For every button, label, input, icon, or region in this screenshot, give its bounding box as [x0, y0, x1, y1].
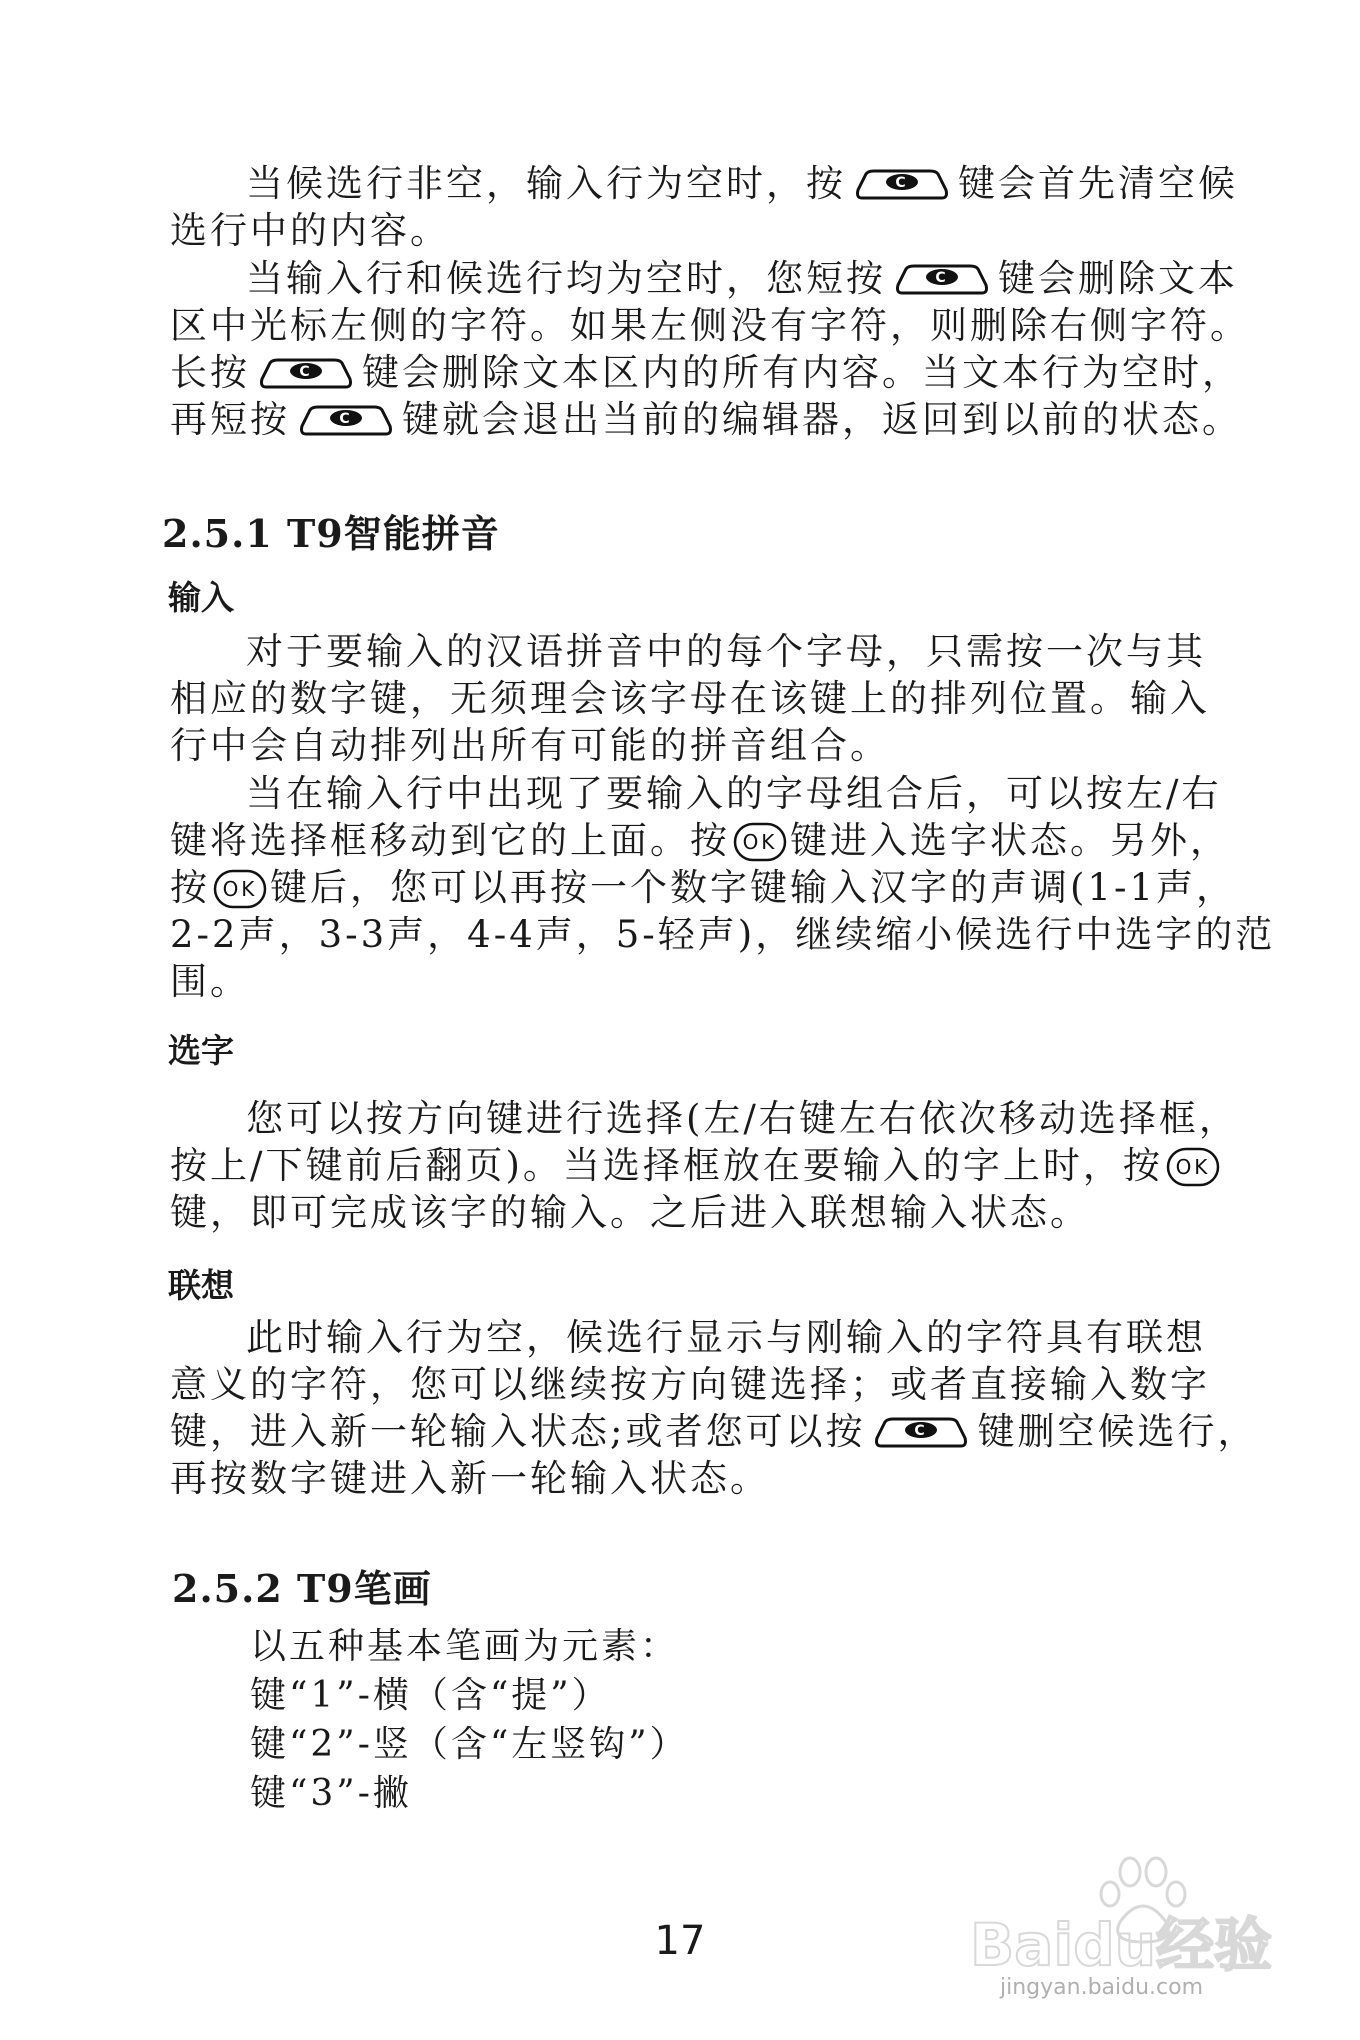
list-item: 键“2”-竖（含“左竖钩”） [250, 1724, 689, 1765]
text-line: 当输入行和候选行均为空时，您短按 C 键会删除文本 [246, 257, 1238, 300]
subheading-input: 输入 [168, 578, 234, 617]
svg-text:C: C [895, 175, 909, 191]
subheading-assoc: 联想 [168, 1266, 234, 1305]
svg-text:C: C [299, 364, 313, 380]
text-line: 当候选行非空，输入行为空时，按 C 键会首先清空候 [246, 162, 1238, 205]
text-line: 区中光标左侧的字符。如果左侧没有字符，则删除右侧字符。 [170, 304, 1250, 347]
text-line: 相应的数字键，无须理会该字母在该键上的排列位置。输入 [170, 677, 1210, 720]
text-line: 按 OK 键后，您可以再按一个数字键输入汉字的声调(1-1声， [170, 866, 1237, 909]
intro-paragraph-2 [170, 255, 1250, 443]
list-item: 以五种基本笔画为元素： [250, 1626, 680, 1667]
input-paragraph-1 [170, 628, 1210, 769]
section-title-252: 2.5.2 T9笔画 [172, 1566, 432, 1611]
text-line: 再短按 C 键就会退出当前的编辑器，返回到以前的状态。 [170, 398, 1242, 441]
c-key-icon [256, 357, 356, 391]
svg-text:C: C [935, 270, 949, 286]
text-line: 再按数字键进入新一轮输入状态。 [170, 1457, 770, 1500]
svg-text:OK: OK [222, 877, 258, 901]
text-line: 行中会自动排列出所有可能的拼音组合。 [170, 724, 890, 767]
text-line: 键，进入新一轮输入状态;或者您可以按 C 键删空候选行， [170, 1410, 1258, 1453]
ok-key-icon [733, 822, 787, 862]
subheading-select: 选字 [168, 1031, 234, 1070]
input-paragraph-2 [170, 770, 1276, 1005]
svg-text:Baidu经验: Baidu经验 [970, 1911, 1273, 1979]
c-key-icon [892, 263, 992, 297]
text-line: 选行中的内容。 [170, 209, 450, 252]
section-title-251: 2.5.1 T9智能拼音 [162, 511, 500, 556]
svg-text:OK: OK [742, 830, 778, 854]
text-line: 您可以按方向键进行选择(左/右键左右依次移动选择框， [246, 1097, 1239, 1140]
page-number: 17 [654, 1918, 706, 1964]
text-line: 键将选择框移动到它的上面。按 OK 键进入选字状态。另外， [170, 819, 1230, 862]
list-item: 键“1”-横（含“提”） [250, 1675, 611, 1716]
text-line: 意义的字符，您可以继续按方向键选择；或者直接输入数字 [170, 1363, 1210, 1406]
svg-text:C: C [914, 1423, 929, 1439]
c-key-icon [871, 1416, 971, 1450]
select-paragraph [170, 1095, 1239, 1236]
svg-text:OK: OK [1175, 1155, 1211, 1179]
text-line: 围。 [170, 960, 250, 1003]
assoc-paragraph [170, 1314, 1258, 1502]
ok-key-icon [1166, 1147, 1220, 1187]
text-line: 按上/下键前后翻页)。当选择框放在要输入的字上时，按 OK [170, 1142, 1190, 1189]
list-item: 键“3”-撇 [250, 1773, 412, 1814]
text-line: 长按 C 键会删除文本区内的所有内容。当文本行为空时， [170, 351, 1242, 394]
stroke-list [250, 1622, 950, 1818]
text-line: 键，即可完成该字的输入。之后进入联想输入状态。 [170, 1191, 1090, 1234]
c-key-icon [852, 168, 952, 202]
intro-paragraph-1 [170, 160, 1238, 254]
text-line: 2-2声，3-3声，4-4声，5-轻声)，继续缩小候选行中选字的范 [170, 913, 1276, 956]
text-line: 对于要输入的汉语拼音中的每个字母，只需按一次与其 [246, 630, 1206, 673]
svg-text:C: C [339, 411, 353, 427]
text-line: 当在输入行中出现了要输入的字母组合后，可以按左/右 [246, 772, 1222, 815]
text-line: 此时输入行为空，候选行显示与刚输入的字符具有联想 [246, 1316, 1206, 1359]
watermark-url: jingyan.baidu.com [1000, 1975, 1204, 2000]
ok-key-icon [213, 869, 267, 909]
baidu-watermark-logo [960, 1850, 1300, 1980]
c-key-icon [296, 404, 396, 438]
